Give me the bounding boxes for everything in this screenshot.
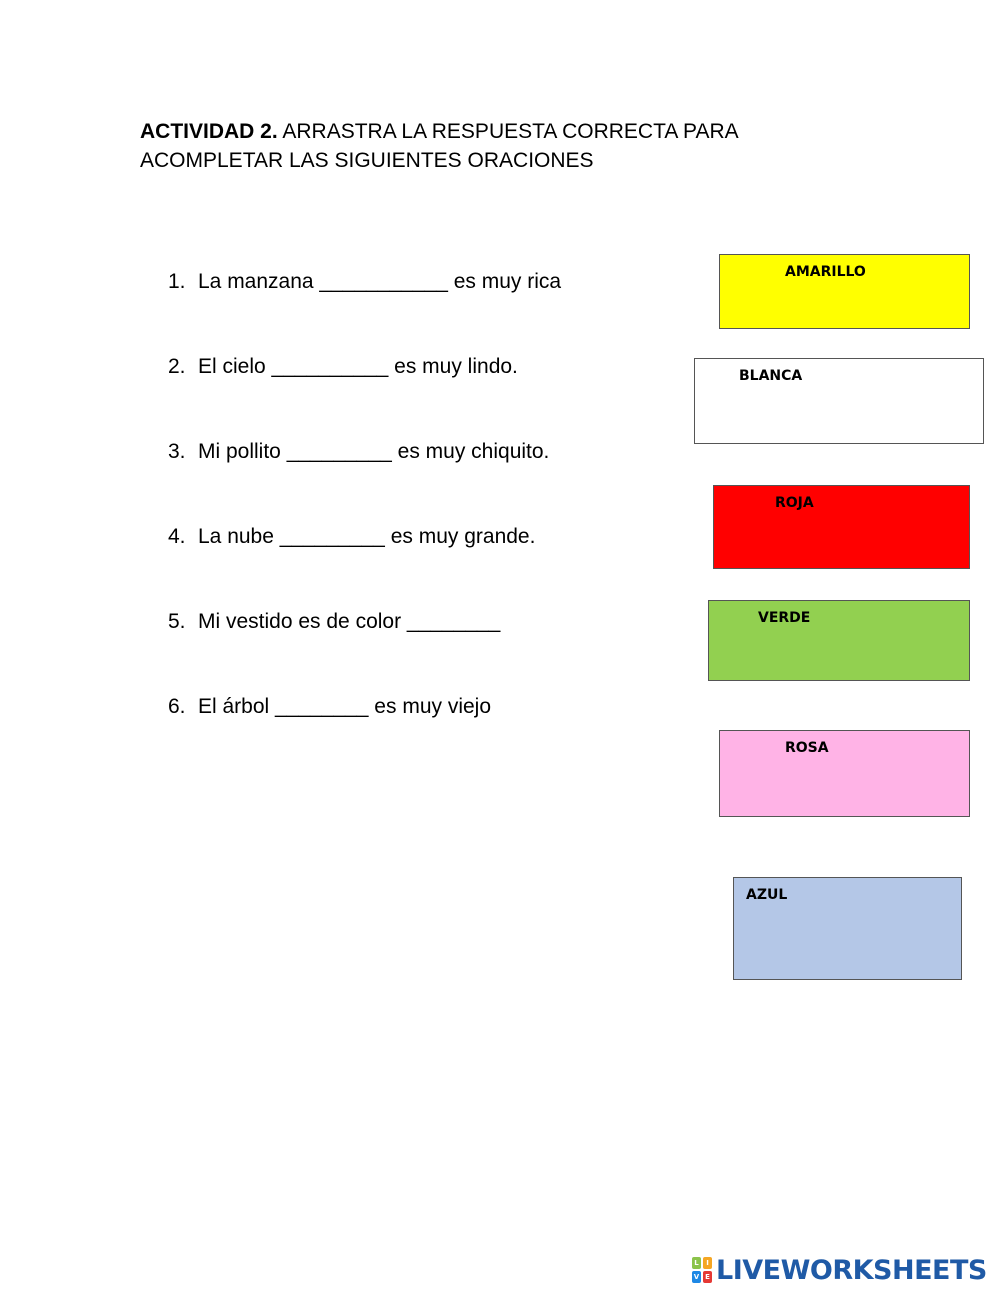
activity-instruction: ARRASTRA LA RESPUESTA CORRECTA PARA ACOMPLETAR LAS SIGUIENTES ORACIONES: [140, 120, 738, 172]
sentence-item: [168, 606, 561, 691]
answer-azul-box[interactable]: [733, 877, 962, 980]
answer-label: ROSA: [785, 740, 829, 756]
sentence-number: 3.: [168, 440, 186, 463]
sentence-number: 6.: [168, 695, 186, 718]
answer-label: ROJA: [775, 495, 814, 511]
sentence-text: Mi vestido es de color ________: [198, 610, 501, 633]
liveworksheets-logo[interactable]: [692, 1254, 987, 1286]
logo-icon-tile: L: [692, 1257, 701, 1269]
answer-label: AZUL: [746, 887, 788, 903]
liveworksheets-logo-icon: [692, 1257, 712, 1283]
liveworksheets-logo-text: LIVEWORKSHEETS: [716, 1254, 987, 1286]
sentence-text: La nube _________ es muy grande.: [198, 525, 536, 548]
activity-label: ACTIVIDAD 2.: [140, 120, 278, 143]
sentence-number: 1.: [168, 270, 186, 293]
sentence-number: 2.: [168, 355, 186, 378]
sentence-item: [168, 266, 561, 351]
sentence-item: [168, 436, 561, 521]
answer-label: BLANCA: [739, 368, 803, 384]
activity-title: [140, 117, 860, 175]
sentence-text: El cielo __________ es muy lindo.: [198, 355, 518, 378]
sentence-text: El árbol ________ es muy viejo: [198, 695, 492, 718]
sentence-item: [168, 351, 561, 436]
sentence-list: [168, 266, 561, 776]
answer-amarillo-box[interactable]: [719, 254, 970, 329]
logo-icon-tile: E: [703, 1271, 712, 1283]
answer-verde-box[interactable]: [708, 600, 970, 681]
sentence-number: 5.: [168, 610, 186, 633]
logo-icon-tile: V: [693, 1273, 700, 1281]
answer-roja-box[interactable]: [713, 485, 970, 569]
sentence-item: [168, 691, 561, 776]
sentence-text: Mi pollito _________ es muy chiquito.: [198, 440, 550, 463]
answer-rosa-box[interactable]: [719, 730, 970, 817]
answer-label: VERDE: [758, 610, 811, 626]
sentence-text: La manzana ___________ es muy rica: [198, 270, 562, 293]
answer-label: AMARILLO: [785, 264, 866, 280]
logo-icon-tile: I: [703, 1257, 712, 1269]
sentence-item: [168, 521, 561, 606]
answer-blanca-box[interactable]: [694, 358, 984, 444]
sentence-number: 4.: [168, 525, 186, 548]
